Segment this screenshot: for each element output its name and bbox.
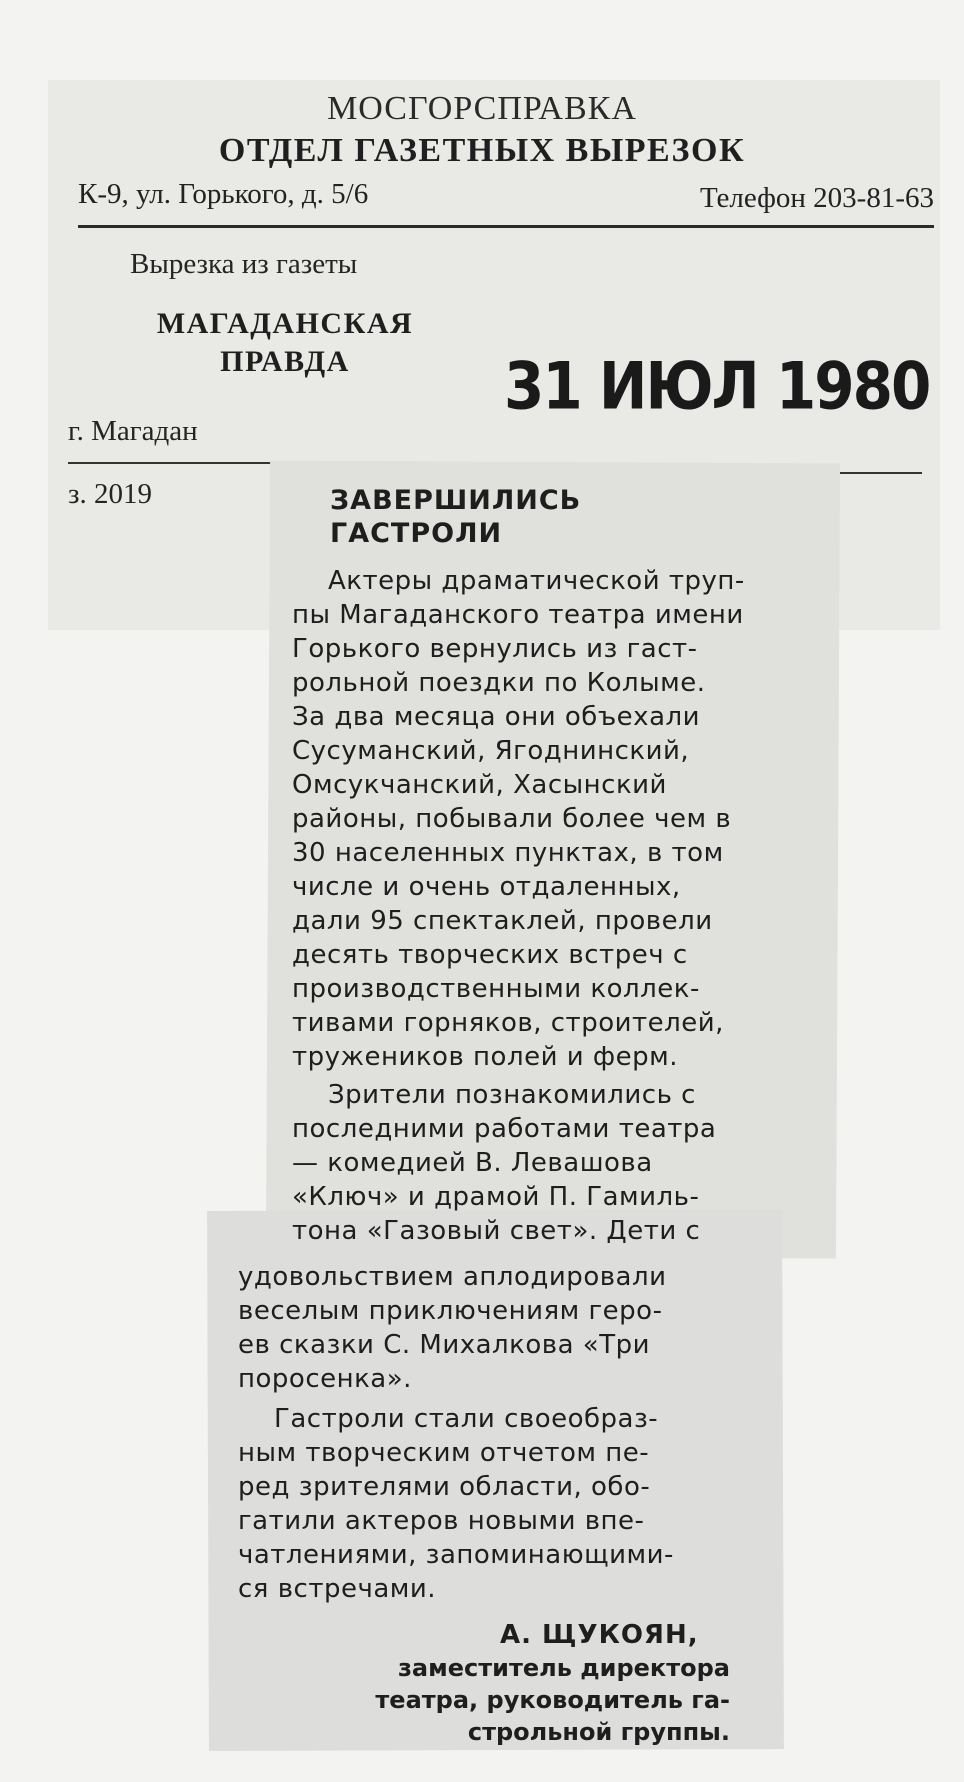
text-line: ся встречами. [238, 1574, 437, 1604]
date-stamp: 31 ИЮЛ 1980 [504, 347, 930, 425]
text-line: тивами горняков, строителей, [292, 1008, 724, 1038]
newspaper-name-line2: ПРАВДА [220, 345, 350, 378]
text-line: районы, побывали более чем в [292, 804, 732, 834]
text-line: 30 населенных пунктах, в том [292, 838, 724, 868]
article-headline [330, 484, 730, 550]
text-line: Сусуманский, Ягоднинский, [292, 736, 690, 766]
text-line: удовольствием аплодировали [238, 1262, 667, 1292]
text-line: гатили актеров новыми впе- [238, 1506, 645, 1536]
address: К-9, ул. Горького, д. 5/6 [78, 178, 369, 210]
author-role-line3: строльной группы. [467, 1718, 730, 1746]
text-line: Гастроли стали своеобраз- [274, 1404, 659, 1434]
text-line: ев сказки С. Михалкова «Три [238, 1330, 650, 1360]
order-number: з. 2019 [68, 478, 152, 510]
text-line: тружеников полей и ферм. [292, 1042, 679, 1072]
newspaper-name-line1: МАГАДАНСКАЯ [156, 307, 414, 340]
phone: Телефон 203-81-63 [699, 182, 934, 214]
city: г. Магадан [68, 415, 198, 447]
text-line: ным творческим отчетом пе- [238, 1438, 650, 1468]
text-line: десять творческих встреч с [292, 940, 688, 970]
text-line: Зрители познакомились с [328, 1080, 696, 1110]
text-line: чатлениями, запоминающими- [238, 1540, 674, 1570]
author-role-line1: заместитель директора [397, 1654, 730, 1682]
text-line: Горького вернулись из гаст- [292, 634, 698, 664]
text-line: числе и очень отдаленных, [292, 872, 681, 902]
headline-line1: ЗАВЕРШИЛИСЬ [330, 485, 582, 516]
organization-name: МОСГОРСПРАВКА [327, 90, 637, 127]
text-line: тона «Газовый свет». Дети с [292, 1216, 701, 1246]
text-line: «Ключ» и драмой П. Гамиль- [292, 1182, 700, 1212]
clipping-label: Вырезка из газеты [130, 248, 358, 280]
headline-line2: ГАСТРОЛИ [330, 518, 503, 549]
text-line: — комедией В. Левашова [292, 1148, 653, 1178]
text-line: ред зрителями области, обо- [238, 1472, 651, 1502]
text-line: рольной поездки по Колыме. [292, 668, 706, 698]
author-role [300, 1652, 730, 1748]
text-line: Омсукчанский, Хасынский [292, 770, 667, 800]
text-line: Актеры драматической труп- [328, 566, 745, 596]
text-line: веселым приключениям геро- [238, 1296, 663, 1326]
text-line: производственными коллек- [292, 974, 700, 1004]
text-line: дали 95 спектаклей, провели [292, 906, 713, 936]
department-name: ОТДЕЛ ГАЗЕТНЫХ ВЫРЕЗОК [218, 132, 746, 169]
text-line: пы Магаданского театра имени [292, 600, 744, 630]
text-line: последними работами театра [292, 1114, 717, 1144]
author-name: А. ЩУКОЯН, [500, 1620, 699, 1650]
author-role-line2: театра, руководитель га- [375, 1686, 730, 1714]
text-line: За два месяца они объехали [292, 702, 701, 732]
text-line: поросенка». [238, 1364, 412, 1394]
